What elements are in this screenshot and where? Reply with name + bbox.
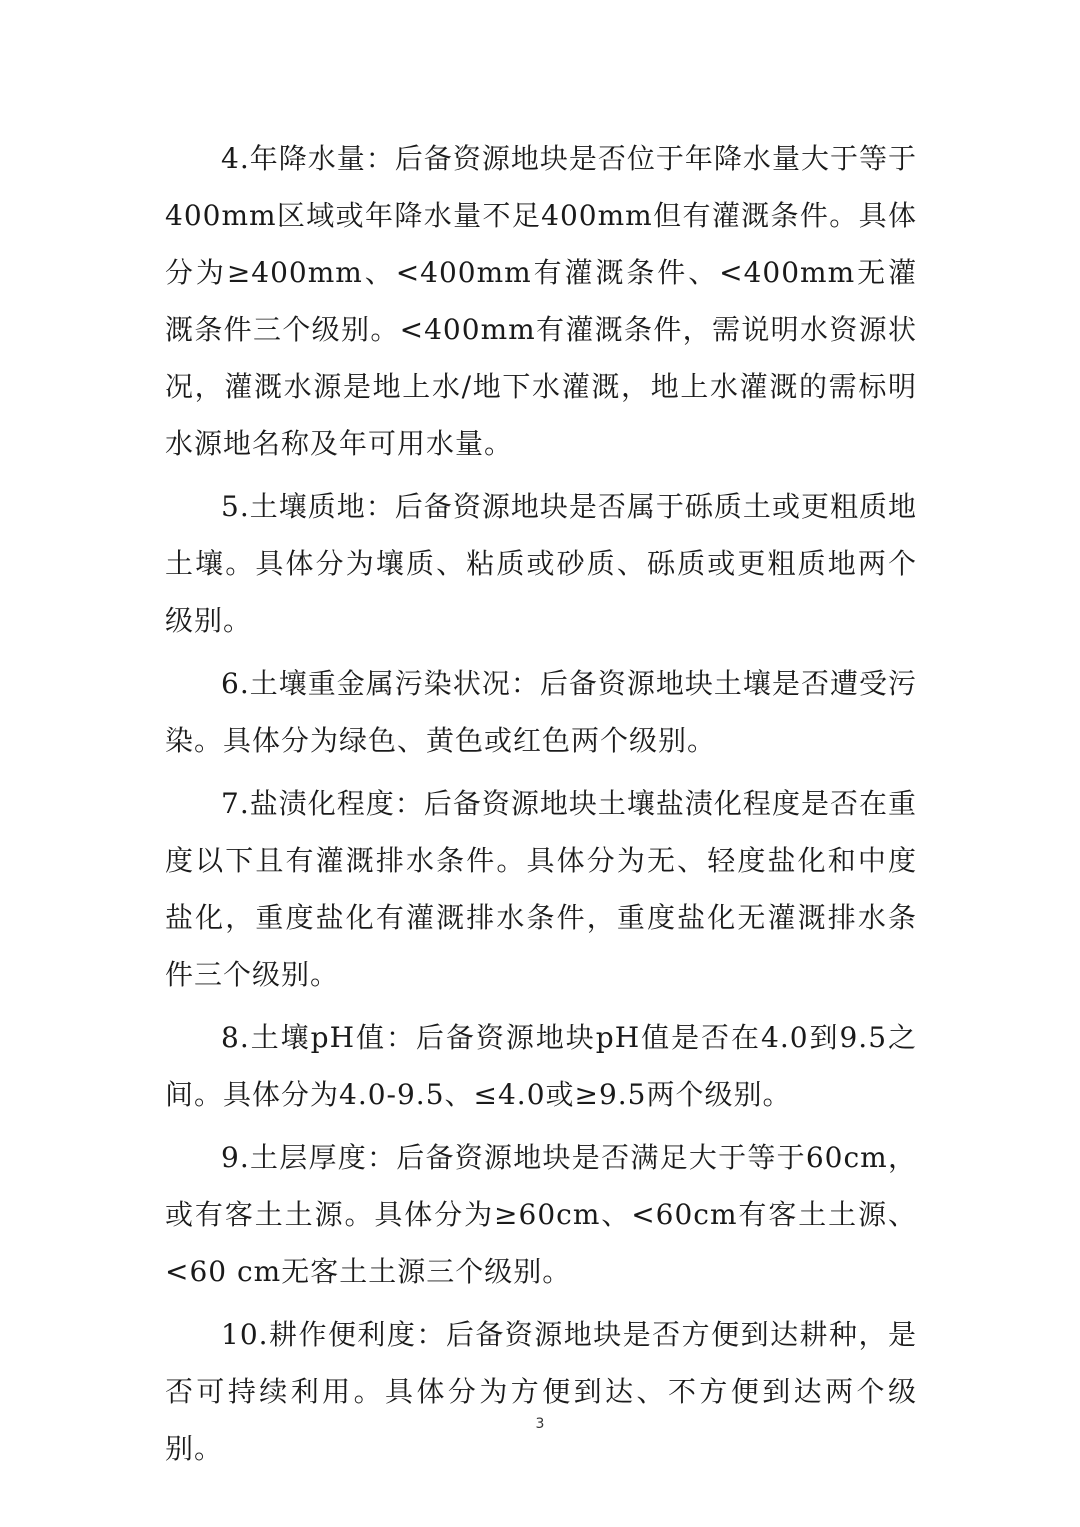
paragraph-soil-ph: 8.土壤pH值：后备资源地块pH值是否在4.0到9.5之间。具体分为4.0-9.5、≤4.0或≥9.5两个级别。	[165, 1021, 917, 1111]
paragraph-annual-precipitation: 4.年降水量：后备资源地块是否位于年降水量大于等于400mm区域或年降水量不足400mm但有灌溉条件。具体分为≥400mm、<400mm有灌溉条件、<400mm无灌溉条件三个级别。<400mm有灌溉条件，需说明水资源状况，灌溉水源是地上水/地下水灌溉，地上水灌溉的需标明水源地名称及年可用水量。	[165, 142, 917, 460]
paragraph-soil-thickness: 9.土层厚度：后备资源地块是否满足大于等于60cm，或有客土土源。具体分为≥60cm、<60cm有客土土源、<60 cm无客土土源三个级别。	[165, 1141, 917, 1288]
paragraph-heavy-metal-pollution: 6.土壤重金属污染状况：后备资源地块土壤是否遭受污染。具体分为绿色、黄色或红色两个级别。	[165, 667, 917, 757]
paragraph-cultivation-convenience: 10.耕作便利度：后备资源地块是否方便到达耕种，是否可持续利用。具体分为方便到达、不方便到达两个级别。	[165, 1318, 917, 1465]
page-number: 3	[535, 1416, 545, 1432]
document-body	[165, 130, 917, 1483]
paragraph-salinization: 7.盐渍化程度：后备资源地块土壤盐渍化程度是否在重度以下且有灌溉排水条件。具体分为无、轻度盐化和中度盐化，重度盐化有灌溉排水条件，重度盐化无灌溉排水条件三个级别。	[165, 787, 917, 991]
paragraph-soil-texture: 5.土壤质地：后备资源地块是否属于砾质土或更粗质地土壤。具体分为壤质、粘质或砂质、砾质或更粗质地两个级别。	[165, 490, 917, 637]
